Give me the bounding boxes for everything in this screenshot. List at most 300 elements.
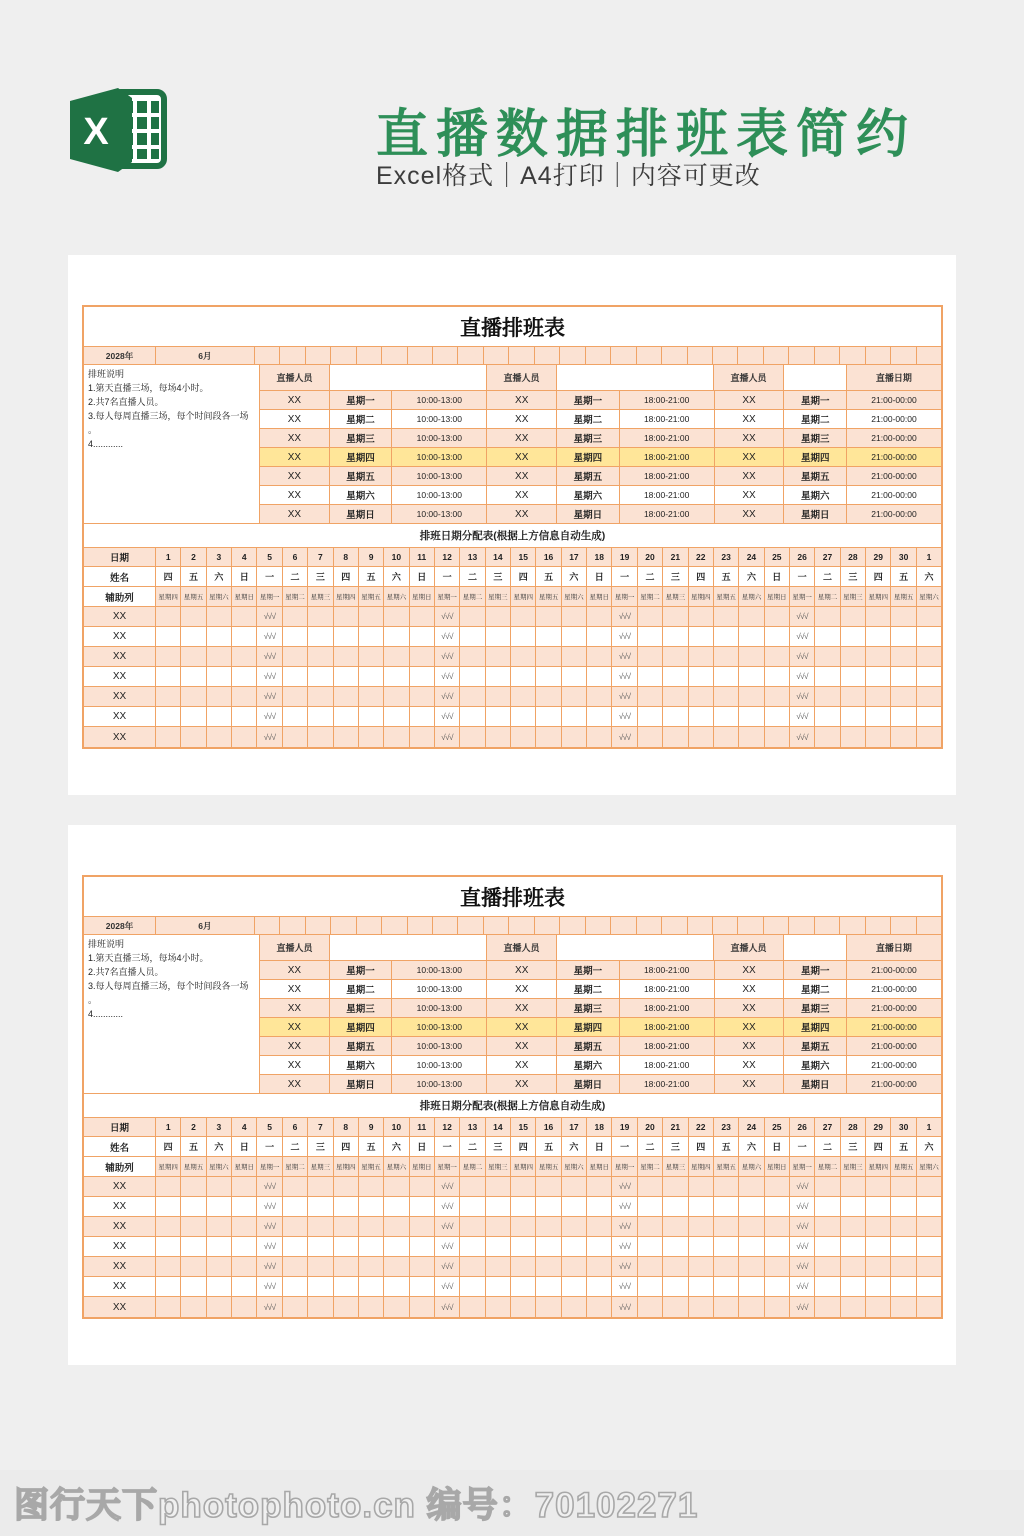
person-cell: XX	[715, 505, 785, 524]
weekday-char-cell: 四	[511, 1137, 536, 1157]
notes-block	[84, 365, 260, 524]
sheet-title: 直播排班表	[84, 877, 941, 917]
empty-day-cell	[841, 647, 866, 667]
helper-cell: 星期一	[257, 587, 282, 607]
empty-day-cell	[917, 1277, 941, 1297]
empty-day-cell	[410, 667, 435, 687]
weekday-cell: 星期六	[784, 486, 847, 505]
empty-day-cell	[181, 607, 206, 627]
empty-day-cell	[562, 1217, 587, 1237]
empty-day-cell	[815, 1277, 840, 1297]
empty-day-cell	[232, 607, 257, 627]
empty-day-cell	[638, 687, 663, 707]
check-cell: √√√	[612, 1297, 637, 1317]
weekday-cell: 星期五	[330, 467, 393, 486]
person-cell: XX	[715, 961, 785, 980]
empty-day-cell	[663, 647, 688, 667]
time-slot-cell: 10:00-13:00	[392, 1056, 487, 1075]
helper-cell: 星期日	[765, 587, 790, 607]
empty-day-cell	[460, 1217, 485, 1237]
staff-row	[84, 1197, 941, 1217]
empty-day-cell	[536, 1277, 561, 1297]
date-label-cell: 日期	[84, 1118, 156, 1137]
name-label-cell: 姓名	[84, 1137, 156, 1157]
empty-day-cell	[866, 1197, 891, 1217]
empty-day-cell	[410, 1257, 435, 1277]
empty-day-cell	[460, 1177, 485, 1197]
weekday-cell: 星期六	[330, 1056, 393, 1075]
person-cell: XX	[715, 980, 785, 999]
date-cell: 19	[612, 548, 637, 567]
check-cell: √√√	[435, 647, 460, 667]
empty-day-cell	[663, 627, 688, 647]
empty-day-cell	[739, 1197, 764, 1217]
schedule-row	[260, 505, 941, 524]
empty-day-cell	[536, 727, 561, 747]
date-cell: 10	[384, 548, 409, 567]
empty-day-cell	[156, 607, 181, 627]
empty-day-cell	[410, 1277, 435, 1297]
check-cell: √√√	[435, 607, 460, 627]
empty-day-cell	[207, 1197, 232, 1217]
weekday-char-cell: 四	[334, 1137, 359, 1157]
empty-day-cell	[638, 607, 663, 627]
date-cell: 3	[207, 1118, 232, 1137]
empty-day-cell	[663, 707, 688, 727]
empty-day-cell	[511, 1177, 536, 1197]
empty-day-cell	[689, 1197, 714, 1217]
empty-day-cell	[511, 1297, 536, 1317]
time-slot-cell: 21:00-00:00	[847, 980, 941, 999]
person-cell: XX	[487, 1056, 557, 1075]
empty-day-cell	[283, 607, 308, 627]
weekday-cell: 星期三	[330, 999, 393, 1018]
empty-day-cell	[739, 707, 764, 727]
grid-cell	[713, 917, 738, 935]
schedule-row	[260, 961, 941, 980]
empty-day-cell	[714, 1217, 739, 1237]
empty-day-cell	[891, 607, 916, 627]
preview-card-2	[68, 825, 956, 1365]
weekday-char-cell: 五	[181, 567, 206, 587]
weekday-cell: 星期日	[784, 505, 847, 524]
staff-row	[84, 727, 941, 747]
empty-day-cell	[765, 1277, 790, 1297]
time-slot-cell: 18:00-21:00	[620, 410, 715, 429]
empty-day-cell	[460, 727, 485, 747]
weekday-char-cell: 六	[562, 1137, 587, 1157]
empty-day-cell	[689, 1217, 714, 1237]
empty-day-cell	[410, 1297, 435, 1317]
excel-logo-icon	[66, 84, 170, 176]
auto-generated-note: 排班日期分配表(根据上方信息自动生成)	[84, 1094, 941, 1118]
empty-day-cell	[359, 1277, 384, 1297]
empty-day-cell	[841, 1237, 866, 1257]
schedule-row	[260, 1018, 941, 1037]
helper-cell: 星期六	[562, 587, 587, 607]
helper-cell: 星期三	[663, 1157, 688, 1177]
date-cell: 15	[511, 548, 536, 567]
grid-cell	[815, 917, 840, 935]
schedule-block	[84, 365, 941, 524]
empty-day-cell	[460, 667, 485, 687]
empty-day-cell	[511, 1237, 536, 1257]
notes-line: 2.共7名直播人员。	[88, 396, 164, 407]
time-slot-cell: 18:00-21:00	[620, 1037, 715, 1056]
page-title: 直播数据排班表简约	[376, 106, 917, 164]
empty-day-cell	[181, 1177, 206, 1197]
time-slot-cell: 18:00-21:00	[620, 1056, 715, 1075]
staff-row	[84, 1277, 941, 1297]
empty-day-cell	[181, 647, 206, 667]
person-cell: XX	[487, 410, 557, 429]
grid-cell	[509, 917, 534, 935]
empty-day-cell	[689, 707, 714, 727]
year-month-row	[84, 347, 941, 365]
weekday-cell: 星期二	[557, 410, 620, 429]
empty-day-cell	[891, 627, 916, 647]
date-cell: 29	[866, 548, 891, 567]
helper-cell: 星期四	[511, 1157, 536, 1177]
empty-day-cell	[663, 1217, 688, 1237]
empty-day-cell	[536, 687, 561, 707]
empty-day-cell	[181, 667, 206, 687]
person-cell: XX	[487, 961, 557, 980]
helper-cell: 星期二	[283, 1157, 308, 1177]
empty-day-cell	[714, 607, 739, 627]
grid-cell	[586, 917, 611, 935]
notes-line: 1.第天直播三场，每场4小时。	[88, 952, 209, 963]
weekday-cell: 星期六	[784, 1056, 847, 1075]
helper-cell: 星期日	[410, 587, 435, 607]
empty-day-cell	[410, 627, 435, 647]
empty-day-cell	[156, 1237, 181, 1257]
empty-day-cell	[739, 667, 764, 687]
check-cell: √√√	[257, 1197, 282, 1217]
empty-day-cell	[359, 627, 384, 647]
grid-cell	[662, 347, 687, 365]
weekday-cell: 星期一	[557, 391, 620, 410]
empty-day-cell	[587, 727, 612, 747]
empty-day-cell	[283, 647, 308, 667]
empty-day-cell	[663, 1237, 688, 1257]
staff-name-cell: XX	[84, 1277, 156, 1297]
weekday-char-cell: 日	[765, 1137, 790, 1157]
weekday-cell: 星期一	[557, 961, 620, 980]
empty-day-cell	[587, 1197, 612, 1217]
weekday-char-cell: 五	[714, 567, 739, 587]
staff-row	[84, 1237, 941, 1257]
helper-cell: 星期二	[460, 1157, 485, 1177]
weekday-char-cell: 三	[486, 567, 511, 587]
grid-cell	[662, 917, 687, 935]
weekday-char-cell: 三	[486, 1137, 511, 1157]
helper-cell: 星期四	[156, 587, 181, 607]
weekday-char-cell: 二	[815, 567, 840, 587]
weekday-char-cell: 五	[536, 567, 561, 587]
time-slot-cell: 10:00-13:00	[392, 1075, 487, 1094]
empty-day-cell	[714, 1197, 739, 1217]
empty-day-cell	[334, 1257, 359, 1277]
schedule-row	[260, 448, 941, 467]
empty-day-cell	[410, 687, 435, 707]
watermark-text: 图行天下photophoto.cn 编号：70102271	[14, 1486, 699, 1525]
blank-merged-cell	[557, 935, 714, 961]
svg-text:X: X	[83, 111, 109, 153]
check-cell: √√√	[612, 687, 637, 707]
weekday-cell: 星期五	[330, 1037, 393, 1056]
helper-cell: 星期日	[232, 587, 257, 607]
date-label-cell: 日期	[84, 548, 156, 567]
empty-day-cell	[841, 1197, 866, 1217]
person-cell: XX	[715, 1056, 785, 1075]
empty-day-cell	[181, 1197, 206, 1217]
month-cell: 6月	[156, 917, 255, 935]
empty-day-cell	[638, 707, 663, 727]
check-cell: √√√	[435, 1237, 460, 1257]
check-cell: √√√	[790, 667, 815, 687]
empty-day-cell	[384, 1197, 409, 1217]
schedule-sheet-1	[82, 305, 943, 749]
check-cell: √√√	[435, 667, 460, 687]
empty-day-cell	[866, 1297, 891, 1317]
person-header-cell: 直播人员	[487, 365, 557, 391]
grid-cell	[738, 917, 763, 935]
date-cell: 18	[587, 1118, 612, 1137]
check-cell: √√√	[257, 607, 282, 627]
empty-day-cell	[891, 1277, 916, 1297]
empty-day-cell	[486, 647, 511, 667]
empty-day-cell	[587, 1217, 612, 1237]
empty-day-cell	[460, 1197, 485, 1217]
weekday-char-cell: 三	[663, 1137, 688, 1157]
empty-day-cell	[689, 687, 714, 707]
weekday-cell: 星期二	[330, 410, 393, 429]
weekday-char-cell: 日	[232, 1137, 257, 1157]
empty-day-cell	[841, 1277, 866, 1297]
empty-day-cell	[334, 687, 359, 707]
empty-day-cell	[156, 1257, 181, 1277]
grid-cell	[560, 917, 585, 935]
person-cell: XX	[715, 999, 785, 1018]
time-slot-cell: 21:00-00:00	[847, 1018, 941, 1037]
check-cell: √√√	[612, 627, 637, 647]
empty-day-cell	[714, 707, 739, 727]
person-cell: XX	[260, 486, 330, 505]
empty-day-cell	[917, 1297, 941, 1317]
date-cell: 12	[435, 1118, 460, 1137]
grid-cell	[815, 347, 840, 365]
date-cell: 20	[638, 548, 663, 567]
empty-day-cell	[866, 667, 891, 687]
year-cell: 2028年	[84, 917, 156, 935]
empty-day-cell	[511, 1197, 536, 1217]
grid-cell	[586, 347, 611, 365]
empty-day-cell	[739, 1237, 764, 1257]
empty-day-cell	[689, 1237, 714, 1257]
schedule-row	[260, 429, 941, 448]
empty-day-cell	[562, 1197, 587, 1217]
empty-day-cell	[232, 667, 257, 687]
empty-day-cell	[739, 687, 764, 707]
person-cell: XX	[487, 1018, 557, 1037]
grid-cell	[535, 917, 560, 935]
weekday-char-cell: 五	[891, 567, 916, 587]
time-slot-cell: 18:00-21:00	[620, 486, 715, 505]
empty-day-cell	[663, 1277, 688, 1297]
helper-cell: 星期二	[638, 1157, 663, 1177]
weekday-char-cell: 四	[156, 567, 181, 587]
helper-cell: 星期五	[536, 1157, 561, 1177]
person-header-cell: 直播人员	[714, 365, 784, 391]
grid-cell	[280, 917, 305, 935]
helper-cell: 星期一	[790, 587, 815, 607]
date-cell: 11	[410, 548, 435, 567]
empty-day-cell	[308, 667, 333, 687]
time-slot-cell: 21:00-00:00	[847, 486, 941, 505]
weekday-char-cell: 三	[841, 1137, 866, 1157]
weekday-cell: 星期二	[330, 980, 393, 999]
schedule-row	[260, 467, 941, 486]
helper-cell: 星期五	[714, 1157, 739, 1177]
time-slot-cell: 21:00-00:00	[847, 1056, 941, 1075]
weekday-cell: 星期一	[330, 961, 393, 980]
notes-line: 1.第天直播三场，每场4小时。	[88, 382, 209, 393]
empty-day-cell	[536, 1237, 561, 1257]
empty-day-cell	[891, 1237, 916, 1257]
check-cell: √√√	[612, 1197, 637, 1217]
weekday-char-cell: 一	[257, 1137, 282, 1157]
check-cell: √√√	[435, 727, 460, 747]
person-cell: XX	[260, 505, 330, 524]
schedule-row	[260, 391, 941, 410]
grid-cell	[637, 347, 662, 365]
person-cell: XX	[715, 448, 785, 467]
empty-day-cell	[460, 607, 485, 627]
weekday-char-cell: 二	[283, 1137, 308, 1157]
empty-day-cell	[181, 627, 206, 647]
grid-cell	[764, 347, 789, 365]
helper-cell: 星期一	[435, 1157, 460, 1177]
person-cell: XX	[260, 980, 330, 999]
date-cell: 30	[891, 548, 916, 567]
blank-merged-cell	[330, 365, 487, 391]
empty-day-cell	[308, 1257, 333, 1277]
person-cell: XX	[487, 486, 557, 505]
empty-day-cell	[232, 727, 257, 747]
weekday-char-cell: 一	[257, 567, 282, 587]
weekday-char-row	[84, 567, 941, 587]
empty-day-cell	[283, 1237, 308, 1257]
empty-day-cell	[765, 1297, 790, 1317]
empty-day-cell	[384, 687, 409, 707]
empty-day-cell	[765, 727, 790, 747]
date-cell: 6	[283, 1118, 308, 1137]
weekday-cell: 星期六	[557, 486, 620, 505]
empty-day-cell	[283, 1177, 308, 1197]
empty-day-cell	[181, 1257, 206, 1277]
date-cell: 7	[308, 548, 333, 567]
staff-name-cell: XX	[84, 647, 156, 667]
empty-day-cell	[156, 687, 181, 707]
empty-day-cell	[866, 627, 891, 647]
grid-cell	[306, 347, 331, 365]
time-slot-cell: 21:00-00:00	[847, 448, 941, 467]
empty-day-cell	[917, 1237, 941, 1257]
grid-cell	[408, 347, 433, 365]
empty-day-cell	[536, 707, 561, 727]
empty-day-cell	[917, 1197, 941, 1217]
empty-day-cell	[486, 627, 511, 647]
grid-cell	[637, 917, 662, 935]
empty-day-cell	[587, 607, 612, 627]
person-cell: XX	[260, 999, 330, 1018]
weekday-cell: 星期四	[784, 448, 847, 467]
check-cell: √√√	[612, 1217, 637, 1237]
empty-day-cell	[815, 1237, 840, 1257]
empty-day-cell	[156, 647, 181, 667]
helper-cell: 星期六	[739, 587, 764, 607]
empty-day-cell	[334, 1277, 359, 1297]
empty-day-cell	[714, 727, 739, 747]
weekday-cell: 星期四	[330, 448, 393, 467]
date-cell: 25	[765, 548, 790, 567]
empty-day-cell	[207, 1257, 232, 1277]
date-cell: 30	[891, 1118, 916, 1137]
grid-cell	[688, 347, 713, 365]
check-cell: √√√	[790, 1217, 815, 1237]
weekday-cell: 星期三	[784, 429, 847, 448]
empty-day-cell	[207, 1297, 232, 1317]
person-cell: XX	[715, 391, 785, 410]
empty-day-cell	[384, 1297, 409, 1317]
date-cell: 24	[739, 1118, 764, 1137]
broadcast-date-header-cell: 直播日期	[847, 935, 941, 961]
weekday-char-cell: 三	[308, 567, 333, 587]
empty-day-cell	[486, 727, 511, 747]
weekday-cell: 星期二	[784, 980, 847, 999]
grid-cell	[866, 917, 891, 935]
date-cell: 29	[866, 1118, 891, 1137]
helper-cell: 星期一	[612, 1157, 637, 1177]
empty-day-cell	[663, 1177, 688, 1197]
empty-day-cell	[638, 1217, 663, 1237]
staff-row	[84, 1257, 941, 1277]
notes-line: 。	[88, 424, 98, 435]
empty-day-cell	[359, 1237, 384, 1257]
empty-day-cell	[562, 1237, 587, 1257]
empty-day-cell	[359, 1257, 384, 1277]
grid-cell	[713, 347, 738, 365]
empty-day-cell	[587, 707, 612, 727]
empty-day-cell	[232, 1197, 257, 1217]
empty-day-cell	[308, 1197, 333, 1217]
helper-cell: 星期四	[866, 1157, 891, 1177]
empty-day-cell	[815, 607, 840, 627]
person-cell: XX	[487, 467, 557, 486]
helper-cell: 星期四	[689, 1157, 714, 1177]
empty-day-cell	[207, 687, 232, 707]
empty-day-cell	[410, 1237, 435, 1257]
weekday-char-cell: 一	[790, 1137, 815, 1157]
weekday-char-cell: 一	[612, 567, 637, 587]
weekday-char-cell: 六	[384, 1137, 409, 1157]
empty-day-cell	[689, 727, 714, 747]
time-slot-cell: 21:00-00:00	[847, 961, 941, 980]
empty-day-cell	[866, 1257, 891, 1277]
date-cell: 23	[714, 1118, 739, 1137]
empty-day-cell	[207, 667, 232, 687]
